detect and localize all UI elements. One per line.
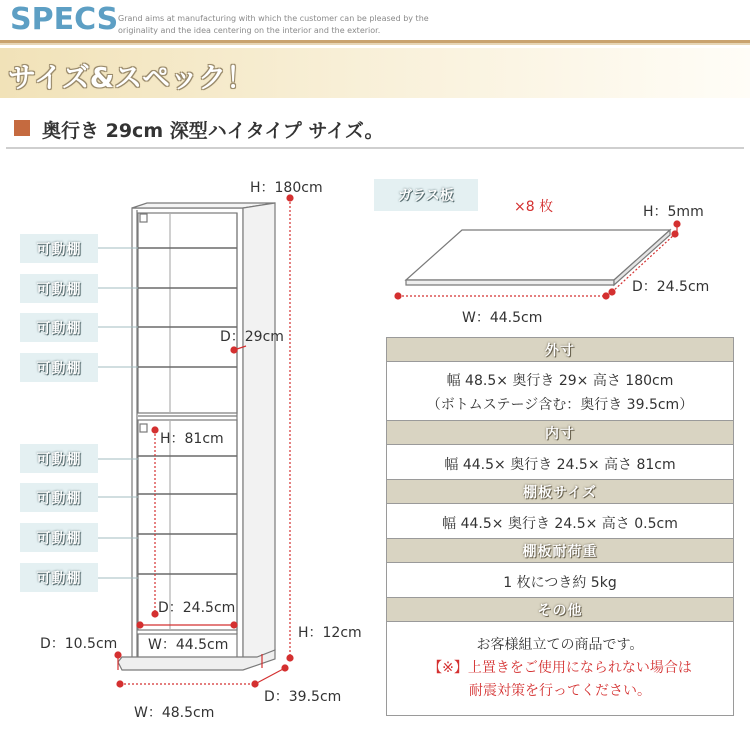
warning-line-1: 上置きをご使用になられない場合は — [467, 660, 692, 676]
tagline-line-2: originality and the idea centering on the interior and the exterior. — [118, 26, 381, 35]
shelf-label: 可動棚 — [20, 313, 98, 342]
lower-hinge — [140, 424, 147, 432]
load-capacity-value: 1 枚につき約 5kg — [386, 563, 734, 597]
outer-size-line-2: （ボトムステージ含む：奥行き 39.5cm） — [426, 397, 694, 413]
width-dim-label: W：48.5cm — [134, 705, 215, 721]
inner-depth-dim-label: D：24.5cm — [158, 600, 236, 616]
glass-pane-top — [406, 230, 670, 280]
shelf-label: 可動棚 — [20, 444, 98, 473]
other-header: その他 — [386, 597, 734, 622]
outer-size-line-1: 幅 48.5× 奥行き 29× 高さ 180cm — [446, 373, 674, 389]
base-height-dim-label: H：12cm — [298, 625, 362, 641]
cabinet-side — [243, 203, 275, 667]
inner-size-value: 幅 44.5× 奥行き 24.5× 高さ 81cm — [386, 445, 734, 479]
shelf-label: 可動棚 — [20, 353, 98, 382]
shelf-size-header: 棚板サイズ — [386, 479, 734, 504]
base-depth-dim-line — [255, 668, 285, 684]
outer-size-header: 外寸 — [386, 337, 734, 362]
base-depth-dim-label: D：39.5cm — [264, 689, 342, 705]
warning-line-2: 耐震対策を行ってください。 — [469, 683, 651, 699]
depth-dim-label: D：29cm — [220, 329, 284, 345]
specs-logo: SPECS — [10, 2, 119, 37]
inner-size-header: 内寸 — [386, 420, 734, 445]
glass-height-label: H：5mm — [643, 204, 704, 220]
outer-size-cell — [386, 362, 734, 420]
glass-pane-tag: ガラス板 — [374, 179, 478, 211]
shelf-label: 可動棚 — [20, 483, 98, 512]
height-dim-label: H：180cm — [250, 180, 323, 196]
glass-pane-front — [406, 280, 614, 285]
shelf-label: 可動棚 — [20, 523, 98, 552]
assembly-note: お客様組立ての商品です。 — [476, 637, 644, 653]
base-front-depth-dim-label: D：10.5cm — [40, 636, 118, 652]
tagline-line-1: Grand aims at manufacturing with which the customer can be pleased by the — [118, 14, 429, 23]
banner-title: サイズ&スペック！ — [8, 61, 255, 94]
shelf-label: 可動棚 — [20, 274, 98, 303]
warning-mark: 【※】 — [428, 660, 468, 676]
shelf-size-value: 幅 44.5× 奥行き 24.5× 高さ 0.5cm — [386, 504, 734, 538]
glass-depth-label: D：24.5cm — [632, 279, 710, 295]
upper-hinge — [140, 214, 147, 222]
glass-width-label: W：44.5cm — [462, 310, 543, 326]
shelf-label: 可動棚 — [20, 234, 98, 263]
inner-height-dim-label: H：81cm — [160, 431, 224, 447]
section-title: 奥行き 29cm 深型ハイタイプ サイズ。 — [42, 120, 384, 142]
inner-width-dim-label: W：44.5cm — [148, 637, 229, 653]
shelf-label: 可動棚 — [20, 563, 98, 592]
load-capacity-header: 棚板耐荷重 — [386, 538, 734, 563]
glass-count: ×8 枚 — [514, 199, 554, 215]
other-cell — [386, 622, 734, 716]
